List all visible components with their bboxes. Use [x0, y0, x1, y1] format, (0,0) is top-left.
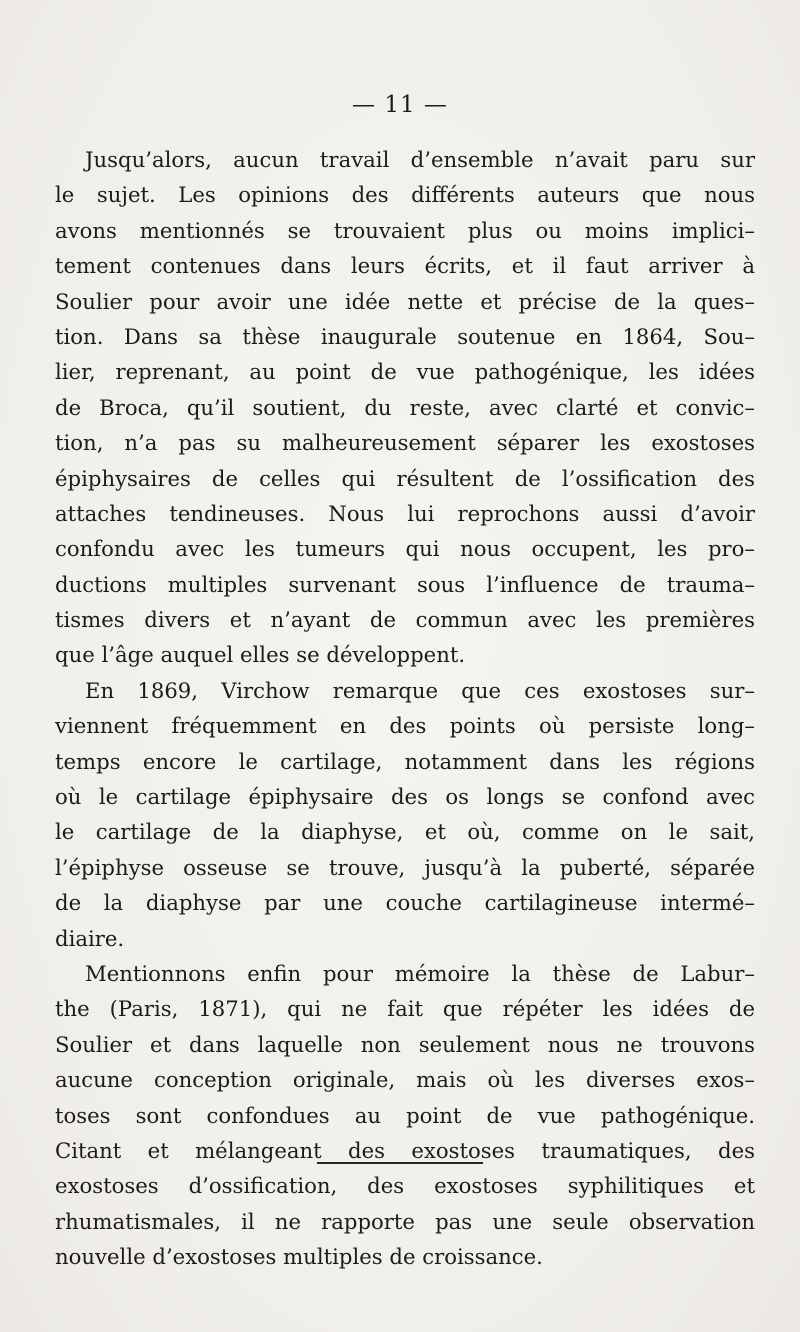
text-line: exostoses d’ossification, des exostoses syphilitiques et: [55, 1173, 755, 1199]
text-line: toses sont confondues au point de vue pathogénique.: [55, 1102, 755, 1128]
paragraph-3: [55, 956, 755, 1275]
text-line: tismes divers et n’ayant de commun avec les premières: [55, 607, 755, 633]
text-line: viennent fréquemment en des points où persiste long–: [55, 713, 755, 739]
end-rule-divider: [317, 1162, 483, 1164]
text-line: Soulier et dans laquelle non seulement nous ne trouvons: [55, 1031, 755, 1057]
text-line: aucune conception originale, mais où les diverses exos–: [55, 1067, 755, 1093]
text-line: de la diaphyse par une couche cartilagineuse intermé–: [55, 890, 755, 916]
text-line: diaire.: [55, 925, 125, 951]
text-line: le cartilage de la diaphyse, et où, comme on le sait,: [55, 819, 755, 845]
text-line: the (Paris, 1871), qui ne fait que répéter les idées de: [55, 996, 755, 1022]
text-line: Mentionnons enfin pour mémoire la thèse de Labur–: [85, 960, 755, 986]
text-line: le sujet. Les opinions des différents auteurs que nous: [55, 182, 755, 208]
text-line: Soulier pour avoir une idée nette et précise de la ques–: [55, 288, 755, 314]
text-line: lier, reprenant, au point de vue pathogénique, les idées: [55, 359, 755, 385]
text-line: attaches tendineuses. Nous lui reprochons aussi d’avoir: [55, 500, 755, 526]
text-line: où le cartilage épiphysaire des os longs se confond avec: [55, 784, 755, 810]
text-line: avons mentionnés se trouvaient plus ou moins implici–: [55, 217, 755, 243]
text-line: Jusqu’alors, aucun travail d’ensemble n’avait paru sur: [85, 147, 755, 172]
text-line: Citant et mélangeant des exostoses traumatiques, des: [55, 1137, 755, 1163]
body-text: [55, 142, 755, 1275]
text-line: l’épiphyse osseuse se trouve, jusqu’à la puberté, séparée: [55, 854, 755, 880]
text-line: tion. Dans sa thèse inaugurale soutenue en 1864, Sou–: [55, 323, 755, 349]
text-line: confondu avec les tumeurs qui nous occupent, les pro–: [55, 536, 755, 562]
text-line: tion, n’a pas su malheureusement séparer les exostoses: [55, 430, 755, 456]
text-line: nouvelle d’exostoses multiples de croissance.: [55, 1244, 543, 1270]
paragraph-2: [55, 673, 755, 956]
text-line: de Broca, qu’il soutient, du reste, avec clarté et convic–: [55, 394, 755, 420]
paragraph-1: [55, 142, 755, 673]
text-line: ductions multiples survenant sous l’influence de trauma–: [55, 571, 755, 597]
text-line: tement contenues dans leurs écrits, et il faut arriver à: [55, 253, 755, 279]
text-line: rhumatismales, il ne rapporte pas une seule observation: [55, 1208, 755, 1234]
text-line: En 1869, Virchow remarque que ces exostoses sur–: [85, 677, 755, 703]
page-number: — 11 —: [352, 92, 448, 118]
text-line: temps encore le cartilage, notamment dans les régions: [55, 748, 755, 774]
text-line: que l’âge auquel elles se développent.: [55, 642, 466, 668]
text-line: épiphysaires de celles qui résultent de l’ossification des: [55, 465, 755, 491]
